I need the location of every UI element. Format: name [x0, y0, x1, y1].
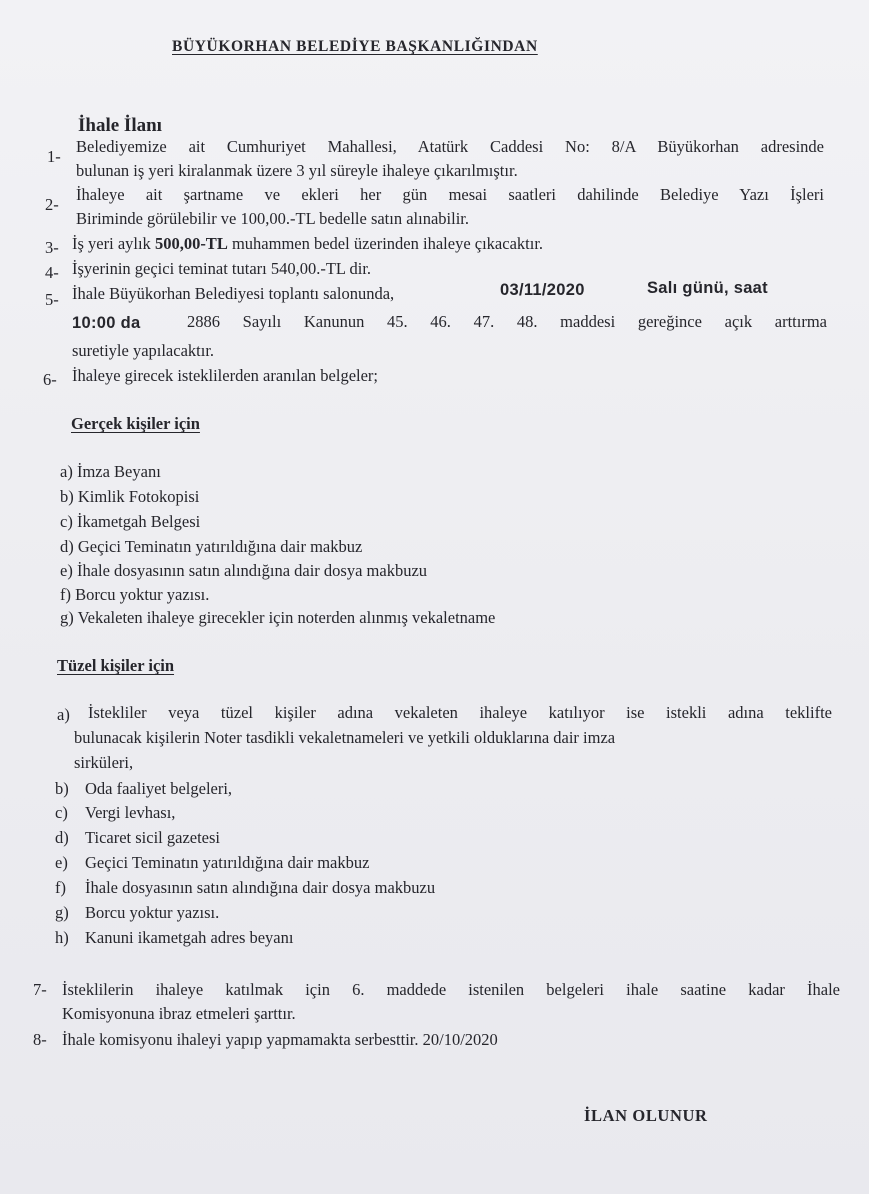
item-2-line-2: Biriminde görülebilir ve 100,00.-TL bedelle satın alınabilir.	[76, 209, 470, 228]
item-number: 4-	[45, 263, 59, 282]
item-number: 7-	[33, 980, 47, 999]
document-title: İhale İlanı	[78, 115, 162, 136]
item-8-line: İhale komisyonu ihaleyi yapıp yapmamakta serbesttir. 20/10/2020	[62, 1030, 498, 1049]
list-item: İhale dosyasının satın alındığına dair dosya makbuzu	[85, 878, 436, 897]
list-item-a-line-1: İstekliler veya tüzel kişiler adına vekaleten ihaleye katılıyor ise istekli adına teklifte	[88, 703, 832, 722]
item-5-text: İhale Büyükorhan Belediyesi toplantı salonunda,	[72, 284, 395, 303]
item-1-line-2: bulunan iş yeri kiralanmak üzere 3 yıl süreyle ihaleye çıkarılmıştır.	[76, 161, 518, 180]
list-label: d)	[55, 828, 69, 847]
list-label: a)	[57, 705, 70, 724]
item-7-line-2: Komisyonuna ibraz etmeleri şarttır.	[62, 1004, 296, 1023]
list-label: h)	[55, 928, 69, 947]
item-number: 2-	[45, 195, 59, 214]
list-item-a-line-2: bulunacak kişilerin Noter tasdikli vekaletnameleri ve yetkili olduklarına dair imza	[74, 728, 616, 747]
list-item: d) Geçici Teminatın yatırıldığına dair makbuz	[60, 537, 363, 556]
item-3-text-after: muhammen bedel üzerinden ihaleye çıkacaktır.	[227, 234, 544, 253]
item-5-line-2: 2886 Sayılı Kanunun 45. 46. 47. 48. maddesi gereğince açık arttırma	[187, 312, 827, 331]
list-label: g)	[55, 903, 69, 922]
item-2-line-1: İhaleye ait şartname ve ekleri her gün mesai saatleri dahilinde Belediye Yazı İşleri	[76, 185, 824, 204]
list-item: Vergi levhası,	[85, 803, 176, 822]
item-5-line-1	[72, 284, 394, 304]
tender-day: Salı günü, saat	[647, 279, 768, 297]
item-3-text-before: İş yeri aylık	[72, 234, 155, 253]
list-item: Geçici Teminatın yatırıldığına dair makbuz	[85, 853, 370, 872]
item-number: 6-	[43, 370, 57, 389]
list-label: c)	[55, 803, 68, 822]
list-item: e) İhale dosyasının satın alındığına dair dosya makbuzu	[60, 561, 428, 580]
closing-statement: İLAN OLUNUR	[584, 1106, 708, 1125]
list-item: b) Kimlik Fotokopisi	[60, 487, 200, 506]
section-title-tuzel: Tüzel kişiler için	[57, 656, 175, 675]
document-header: BÜYÜKORHAN BELEDİYE BAŞKANLIĞINDAN	[172, 38, 538, 55]
item-5-line-3: suretiyle yapılacaktır.	[72, 341, 215, 360]
item-6-line: İhaleye girecek isteklilerden aranılan belgeler;	[72, 366, 379, 385]
list-item: f) Borcu yoktur yazısı.	[60, 585, 210, 604]
list-item: a) İmza Beyanı	[60, 462, 161, 481]
tender-date: 03/11/2020	[500, 281, 585, 299]
item-number: 3-	[45, 238, 59, 257]
monthly-rent-amount: 500,00-TL	[154, 234, 228, 253]
item-7-line-1: İsteklilerin ihaleye katılmak için 6. maddede istenilen belgeleri ihale saatine kadar İhale	[62, 980, 840, 999]
item-number: 1-	[47, 147, 61, 166]
list-label: e)	[55, 853, 68, 872]
list-label: b)	[55, 779, 69, 798]
item-number: 5-	[45, 290, 59, 309]
list-item: g) Vekaleten ihaleye girecekler için noterden alınmış vekaletname	[60, 608, 496, 627]
section-title-gercek: Gerçek kişiler için	[71, 414, 200, 433]
list-item: Kanuni ikametgah adres beyanı	[85, 928, 294, 947]
list-item: Borcu yoktur yazısı.	[85, 903, 220, 922]
item-1-line-1: Belediyemize ait Cumhuriyet Mahallesi, Atatürk Caddesi No: 8/A Büyükorhan adresinde	[76, 137, 824, 156]
list-item: Oda faaliyet belgeleri,	[85, 779, 233, 798]
list-label: f)	[55, 878, 66, 897]
item-3-line	[72, 234, 543, 254]
tender-time: 10:00 da	[72, 314, 141, 332]
list-item-a-line-3: sirküleri,	[74, 753, 134, 772]
item-number: 8-	[33, 1030, 47, 1049]
item-4-line: İşyerinin geçici teminat tutarı 540,00.-TL dir.	[72, 259, 372, 278]
list-item: Ticaret sicil gazetesi	[85, 828, 221, 847]
list-item: c) İkametgah Belgesi	[60, 512, 201, 531]
